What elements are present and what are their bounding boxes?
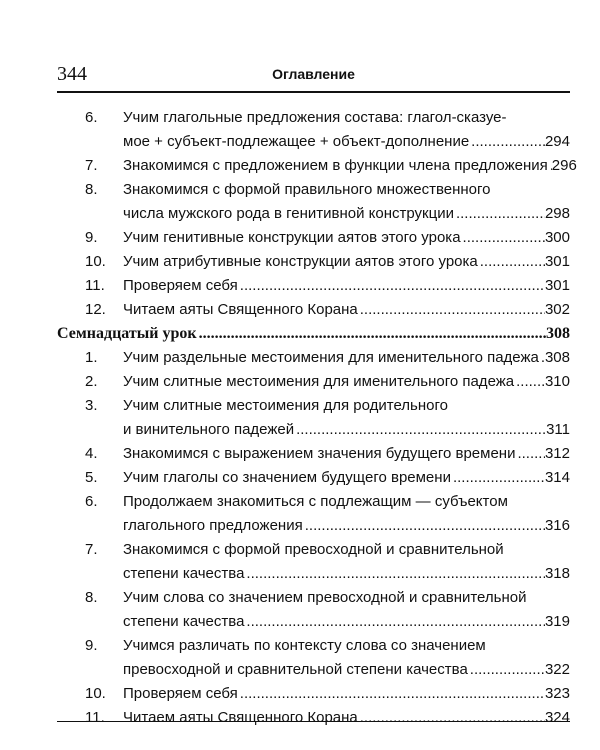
toc-entry-title: и винительного падежей — [123, 421, 295, 438]
toc-entry-line — [57, 586, 570, 610]
dot-leader — [294, 418, 546, 442]
toc-entry — [57, 586, 570, 634]
toc-entry-line — [57, 322, 570, 346]
toc-entry-title: превосходной и сравнительной степени качества — [123, 661, 468, 678]
toc-entry-title: глагольного предложения — [123, 517, 303, 534]
toc-entry-line — [57, 418, 570, 442]
toc-entry-title: степени качества — [123, 565, 245, 582]
toc-entry — [57, 490, 570, 538]
toc-entry-line — [57, 178, 570, 202]
toc-entry — [57, 154, 577, 178]
toc-entry-number: 7. — [85, 157, 98, 174]
toc-page-number: 316 — [544, 517, 570, 534]
dot-leader — [478, 250, 545, 274]
dot-leader — [197, 322, 546, 346]
toc-page-number: 324 — [544, 709, 570, 726]
page-number: 344 — [57, 63, 87, 85]
dot-leader — [238, 274, 545, 298]
toc-entry — [57, 442, 570, 466]
toc-page-number: 298 — [544, 205, 570, 222]
toc-entry-line — [57, 250, 570, 274]
toc-page-number: 310 — [544, 373, 570, 390]
toc-entry-title: степени качества — [123, 613, 245, 630]
toc-entry — [57, 274, 570, 298]
toc-entry-title: Знакомимся с предложением в функции члена предложения — [123, 157, 548, 174]
toc-entry-title: Учим слитные местоимения для именительного падежа — [123, 373, 515, 390]
toc-entry — [57, 298, 570, 322]
toc-entry-text-wrap — [123, 250, 570, 274]
toc-entry-text-wrap — [123, 346, 570, 370]
toc-entry-number: 9. — [85, 229, 98, 246]
toc-entry-line — [57, 610, 570, 634]
toc-entry-number: 10. — [85, 253, 106, 270]
toc-page-number: 296 — [551, 157, 577, 174]
toc-entry-text-wrap — [123, 154, 577, 178]
toc-entry-line — [57, 490, 570, 514]
toc-entry-title: Учим глагольные предложения состава: глагол-сказуе- — [123, 109, 507, 126]
toc-entry-text-wrap — [123, 298, 570, 322]
toc-entry-number: 11. — [85, 709, 105, 726]
toc-entry-number: 10. — [85, 685, 106, 702]
toc-entry-line — [57, 706, 570, 730]
toc-entry-title: Знакомимся с формой правильного множественного — [123, 181, 491, 198]
toc-entry-text-wrap — [123, 514, 570, 538]
toc-entry-title: Учим раздельные местоимения для именительного падежа — [123, 349, 539, 366]
toc-entry — [57, 682, 570, 706]
dot-leader — [358, 298, 545, 322]
toc-entry-line — [57, 226, 570, 250]
table-of-contents — [57, 106, 577, 730]
toc-entry-line — [57, 370, 570, 394]
toc-entry-line — [57, 538, 570, 562]
toc-entry-line — [57, 346, 570, 370]
toc-entry — [57, 346, 570, 370]
toc-entry-text-wrap — [123, 610, 570, 634]
toc-page-number: 308 — [544, 349, 570, 366]
toc-entry-title: Учим глаголы со значением будущего времени — [123, 469, 451, 486]
toc-page-number: 319 — [544, 613, 570, 630]
toc-entry — [57, 634, 570, 682]
toc-entry — [57, 250, 570, 274]
toc-entry-text-wrap — [123, 130, 570, 154]
toc-entry-title: числа мужского рода в генитивной конструкции — [123, 205, 454, 222]
toc-entry-number: 12. — [85, 301, 106, 318]
toc-entry-title: мое + субъект-подлежащее + объект-дополнение — [123, 133, 470, 150]
toc-entry-title: Читаем аяты Священного Корана — [123, 301, 358, 318]
toc-page-number: 322 — [544, 661, 570, 678]
toc-entry-text-wrap — [123, 706, 570, 730]
toc-entry-line — [57, 682, 570, 706]
toc-entry-number: 2. — [85, 373, 98, 390]
toc-entry-line — [57, 202, 570, 226]
dot-leader — [461, 226, 545, 250]
toc-page-number: 301 — [544, 253, 570, 270]
toc-entry-title: Читаем аяты Священного Корана — [123, 709, 358, 726]
toc-entry-line — [57, 154, 577, 178]
toc-page-number: 323 — [544, 685, 570, 702]
toc-entry — [57, 394, 570, 442]
toc-entry-title: Семнадцатый урок — [57, 325, 197, 342]
toc-page-number: 294 — [544, 133, 570, 150]
dot-leader — [238, 682, 545, 706]
toc-entry — [57, 226, 570, 250]
footer-rule — [57, 721, 570, 722]
toc-entry-line — [57, 514, 570, 538]
toc-entry-text-wrap — [123, 106, 570, 130]
toc-entry-title: Учим атрибутивные конструкции аятов этого урока — [123, 253, 478, 270]
toc-entry-number: 9. — [85, 637, 98, 654]
dot-leader — [451, 466, 545, 490]
toc-page-number: 301 — [544, 277, 570, 294]
dot-leader — [514, 370, 545, 394]
dot-leader — [469, 130, 545, 154]
dot-leader — [454, 202, 545, 226]
toc-entry-number: 8. — [85, 589, 98, 606]
toc-entry-title: Знакомимся с выражением значения будущего времени — [123, 445, 516, 462]
toc-entry-line — [57, 634, 570, 658]
toc-entry-line — [57, 298, 570, 322]
toc-entry — [57, 466, 570, 490]
toc-entry-number: 11. — [85, 277, 105, 294]
toc-entry — [57, 370, 570, 394]
toc-entry — [57, 538, 570, 586]
toc-entry-number: 4. — [85, 445, 98, 462]
toc-page-number: 312 — [544, 445, 570, 462]
toc-page-number: 318 — [544, 565, 570, 582]
toc-entry-title: Учим слова со значением превосходной и сравнительной — [123, 589, 527, 606]
toc-entry-text-wrap — [123, 466, 570, 490]
toc-lesson-heading — [57, 322, 570, 346]
toc-entry-text-wrap — [123, 394, 570, 418]
toc-entry-line — [57, 658, 570, 682]
toc-entry-text-wrap — [123, 226, 570, 250]
page-header — [57, 63, 570, 89]
toc-entry-line — [57, 130, 570, 154]
toc-entry-text-wrap — [123, 562, 570, 586]
toc-page-number: 311 — [546, 421, 570, 438]
toc-entry-text-wrap — [123, 178, 570, 202]
toc-entry-number: 6. — [85, 493, 98, 510]
toc-page-number: 300 — [544, 229, 570, 246]
toc-entry-number: 7. — [85, 541, 98, 558]
toc-entry-text-wrap — [123, 538, 570, 562]
toc-page-number: 314 — [544, 469, 570, 486]
toc-entry-text-wrap — [123, 274, 570, 298]
toc-entry-text-wrap — [123, 490, 570, 514]
toc-entry-title: Знакомимся с формой превосходной и сравнительной — [123, 541, 504, 558]
toc-entry — [57, 706, 570, 730]
toc-entry-text-wrap — [123, 202, 570, 226]
dot-leader — [303, 514, 545, 538]
dot-leader — [358, 706, 545, 730]
dot-leader — [515, 442, 545, 466]
dot-leader — [244, 610, 545, 634]
toc-entry-line — [57, 274, 570, 298]
toc-entry-number: 1. — [85, 349, 98, 366]
toc-page-number: 308 — [546, 325, 570, 342]
header-rule — [57, 91, 570, 93]
toc-entry-title: Учимся различать по контексту слова со значением — [123, 637, 486, 654]
toc-entry-text-wrap — [123, 418, 570, 442]
toc-entry-number: 6. — [85, 109, 98, 126]
toc-entry-line — [57, 466, 570, 490]
toc-entry-line — [57, 394, 570, 418]
running-title: Оглавление — [272, 66, 355, 82]
toc-entry-title: Проверяем себя — [123, 685, 238, 702]
dot-leader — [244, 562, 545, 586]
toc-entry-text-wrap — [123, 586, 570, 610]
toc-entry-text-wrap — [123, 682, 570, 706]
toc-entry-line — [57, 562, 570, 586]
toc-entry-number: 8. — [85, 181, 98, 198]
toc-entry-number: 3. — [85, 397, 98, 414]
toc-entry-text-wrap — [123, 442, 570, 466]
toc-entry-text-wrap — [123, 634, 570, 658]
toc-entry-line — [57, 442, 570, 466]
toc-page-number: 302 — [544, 301, 570, 318]
toc-entry — [57, 106, 570, 154]
toc-entry-title: Учим слитные местоимения для родительного — [123, 397, 448, 414]
toc-entry-text-wrap — [123, 658, 570, 682]
toc-entry-line — [57, 106, 570, 130]
toc-entry-title: Учим генитивные конструкции аятов этого урока — [123, 229, 461, 246]
toc-entry-text-wrap — [123, 370, 570, 394]
toc-entry-title: Проверяем себя — [123, 277, 238, 294]
toc-entry — [57, 178, 570, 226]
toc-entry-text-wrap — [57, 322, 570, 346]
dot-leader — [468, 658, 545, 682]
toc-entry-number: 5. — [85, 469, 98, 486]
toc-entry-title: Продолжаем знакомиться с подлежащим — субъектом — [123, 493, 508, 510]
